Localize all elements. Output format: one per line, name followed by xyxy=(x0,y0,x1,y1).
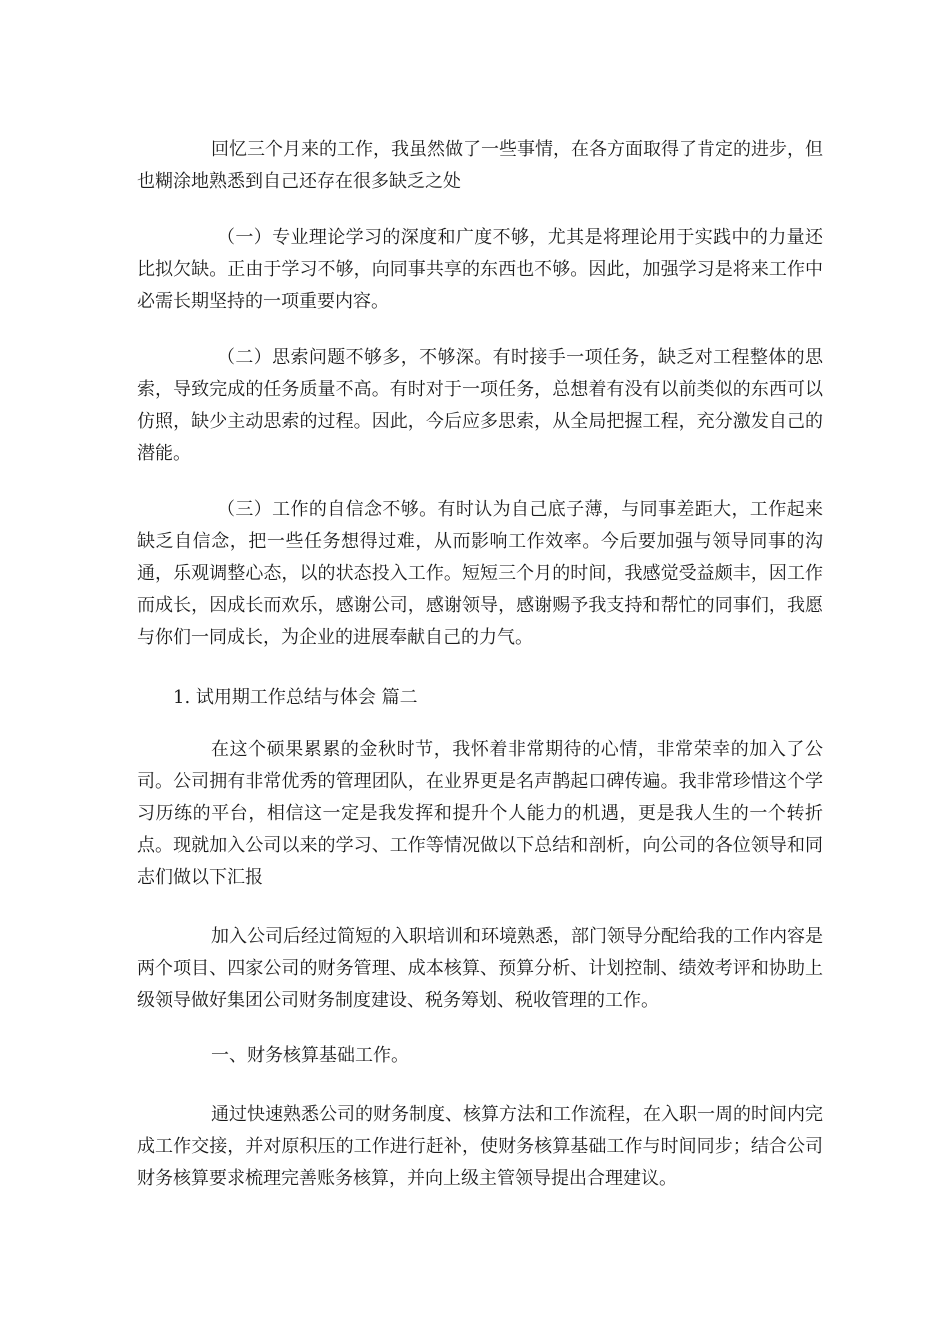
paragraph-job-content: 加入公司后经过简短的入职培训和环境熟悉，部门领导分配给我的工作内容是两个项目、四家公司的财务管理、成本核算、预算分析、计划控制、绩效考评和协助上级领导做好集团公司财务制度建设、税务筹划、税收管理的工作。 xyxy=(137,926,823,1011)
paragraph-review-intro: 回忆三个月来的工作，我虽然做了一些事情，在各方面取得了肯定的进步，但也糊涂地熟悉到自己还存在很多缺乏之处 xyxy=(137,139,823,192)
paragraph-point-two: （二）思索问题不够多，不够深。有时接手一项任务，缺乏对工程整体的思索，导致完成的任务质量不高。有时对于一项任务，总想着有没有以前类似的东西可以仿照，缺少主动思索的过程。因此，今后应多思索，从全局把握工程，充分激发自己的潜能。 xyxy=(137,347,823,464)
section-heading: 1. 试用期工作总结与体会 篇二 xyxy=(173,687,418,708)
paragraph-accounting-work: 通过快速熟悉公司的财务制度、核算方法和工作流程，在入职一周的时间内完成工作交接，并对原积压的工作进行赶补，使财务核算基础工作与时间同步；结合公司财务核算要求梳理完善账务核算，并向上级主管领导提出合理建议。 xyxy=(137,1104,823,1189)
paragraph-point-three: （三）工作的自信念不够。有时认为自己底子薄，与同事差距大，工作起来缺乏自信念，把一些任务想得过难，从而影响工作效率。今后要加强与领导同事的沟通，乐观调整心态，以的状态投入工作。短短三个月的时间，我感觉受益颇丰，因工作而成长，因成长而欢乐，感谢公司，感谢领导，感谢赐予我支持和帮忙的同事们，我愿与你们一同成长，为企业的进展奉献自己的力气。 xyxy=(137,499,823,648)
paragraph-joining-company: 在这个硕果累累的金秋时节，我怀着非常期待的心情，非常荣幸的加入了公司。公司拥有非常优秀的管理团队，在业界更是名声鹊起口碑传遍。我非常珍惜这个学习历练的平台，相信这一定是我发挥和提升个人能力的机遇，更是我人生的一个转折点。现就加入公司以来的学习、工作等情况做以下总结和剖析，向公司的各位领导和同志们做以下汇报 xyxy=(137,739,823,888)
paragraph-point-one: （一）专业理论学习的深度和广度不够，尤其是将理论用于实践中的力量还比拟欠缺。正由于学习不够，向同事共享的东西也不够。因此，加强学习是将来工作中必需长期坚持的一项重要内容。 xyxy=(137,227,823,312)
subheading-accounting-basics: 一、财务核算基础工作。 xyxy=(211,1045,409,1066)
